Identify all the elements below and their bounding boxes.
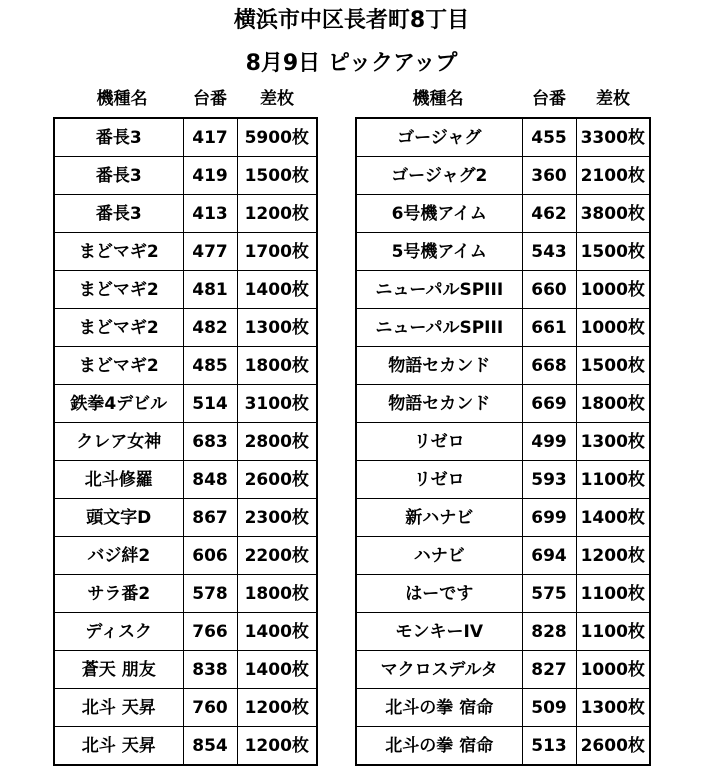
right-table-row bbox=[356, 233, 650, 271]
machine-number-cell: 606 bbox=[183, 537, 237, 575]
coin-diff-cell: 1200枚 bbox=[237, 689, 317, 727]
coin-diff-cell: 1300枚 bbox=[237, 309, 317, 347]
coin-diff-cell: 1500枚 bbox=[237, 157, 317, 195]
coin-diff-cell: 1100枚 bbox=[576, 461, 650, 499]
machine-name-cell: 6号機アイム bbox=[356, 195, 522, 233]
machine-number-cell: 413 bbox=[183, 195, 237, 233]
page-title: 横浜市中区長者町8丁目 bbox=[233, 8, 470, 33]
machine-name-cell: ニューパルSPIII bbox=[356, 309, 522, 347]
coin-diff-cell: 1800枚 bbox=[237, 347, 317, 385]
coin-diff-cell: 1500枚 bbox=[576, 347, 650, 385]
right-table-row bbox=[356, 271, 650, 309]
left-table-row bbox=[54, 727, 317, 766]
left-table-row bbox=[54, 309, 317, 347]
coin-diff-cell: 1100枚 bbox=[576, 613, 650, 651]
machine-number-cell: 827 bbox=[522, 651, 576, 689]
coin-diff-cell: 1400枚 bbox=[237, 271, 317, 309]
machine-number-cell: 509 bbox=[522, 689, 576, 727]
machine-name-cell: マクロスデルタ bbox=[356, 651, 522, 689]
left-table-row bbox=[54, 233, 317, 271]
machine-number-cell: 485 bbox=[183, 347, 237, 385]
machine-number-cell: 867 bbox=[183, 499, 237, 537]
machine-number-cell: 661 bbox=[522, 309, 576, 347]
left-table-row bbox=[54, 613, 317, 651]
left-table-row bbox=[54, 499, 317, 537]
machine-number-cell: 543 bbox=[522, 233, 576, 271]
machine-number-cell: 854 bbox=[183, 727, 237, 766]
machine-name-cell: ニューパルSPIII bbox=[356, 271, 522, 309]
machine-number-cell: 477 bbox=[183, 233, 237, 271]
machine-name-cell: 5号機アイム bbox=[356, 233, 522, 271]
left-table-row bbox=[54, 651, 317, 689]
machine-name-cell: まどマギ2 bbox=[54, 347, 183, 385]
machine-name-cell: 北斗 天昇 bbox=[54, 727, 183, 766]
left-table-row bbox=[54, 385, 317, 423]
right-table bbox=[355, 117, 651, 766]
coin-diff-cell: 2600枚 bbox=[576, 727, 650, 766]
machine-name-cell: まどマギ2 bbox=[54, 233, 183, 271]
machine-number-cell: 482 bbox=[183, 309, 237, 347]
machine-number-cell: 660 bbox=[522, 271, 576, 309]
machine-number-cell: 699 bbox=[522, 499, 576, 537]
left-table-row bbox=[54, 157, 317, 195]
right-table-row bbox=[356, 537, 650, 575]
right-header-machine: 機種名 bbox=[412, 89, 464, 109]
coin-diff-cell: 1400枚 bbox=[576, 499, 650, 537]
coin-diff-cell: 1400枚 bbox=[237, 651, 317, 689]
left-table-row bbox=[54, 461, 317, 499]
coin-diff-cell: 1000枚 bbox=[576, 309, 650, 347]
machine-name-cell: ゴージャグ2 bbox=[356, 157, 522, 195]
left-table-row bbox=[54, 347, 317, 385]
machine-name-cell: 北斗の拳 宿命 bbox=[356, 689, 522, 727]
machine-number-cell: 593 bbox=[522, 461, 576, 499]
left-header-number: 台番 bbox=[193, 89, 227, 109]
coin-diff-cell: 1300枚 bbox=[576, 689, 650, 727]
machine-number-cell: 514 bbox=[183, 385, 237, 423]
right-table-row bbox=[356, 423, 650, 461]
machine-name-cell: 新ハナビ bbox=[356, 499, 522, 537]
machine-number-cell: 668 bbox=[522, 347, 576, 385]
machine-number-cell: 828 bbox=[522, 613, 576, 651]
left-table-row bbox=[54, 271, 317, 309]
left-table-row bbox=[54, 195, 317, 233]
machine-name-cell: バジ絆2 bbox=[54, 537, 183, 575]
machine-name-cell: ディスク bbox=[54, 613, 183, 651]
right-table-row bbox=[356, 347, 650, 385]
right-table-row bbox=[356, 195, 650, 233]
coin-diff-cell: 1300枚 bbox=[576, 423, 650, 461]
machine-name-cell: 北斗 天昇 bbox=[54, 689, 183, 727]
right-header-diff: 差枚 bbox=[596, 89, 630, 109]
machine-number-cell: 455 bbox=[522, 118, 576, 157]
machine-name-cell: 番長3 bbox=[54, 118, 183, 157]
machine-name-cell: 番長3 bbox=[54, 195, 183, 233]
machine-name-cell: まどマギ2 bbox=[54, 271, 183, 309]
machine-number-cell: 360 bbox=[522, 157, 576, 195]
machine-number-cell: 417 bbox=[183, 118, 237, 157]
coin-diff-cell: 1200枚 bbox=[237, 727, 317, 766]
right-table-row bbox=[356, 118, 650, 157]
coin-diff-cell: 1000枚 bbox=[576, 651, 650, 689]
coin-diff-cell: 3300枚 bbox=[576, 118, 650, 157]
coin-diff-cell: 1100枚 bbox=[576, 575, 650, 613]
coin-diff-cell: 2800枚 bbox=[237, 423, 317, 461]
right-table-row bbox=[356, 461, 650, 499]
machine-name-cell: リゼロ bbox=[356, 423, 522, 461]
machine-name-cell: 番長3 bbox=[54, 157, 183, 195]
machine-name-cell: はーです bbox=[356, 575, 522, 613]
machine-name-cell: クレア女神 bbox=[54, 423, 183, 461]
machine-name-cell: リゼロ bbox=[356, 461, 522, 499]
machine-number-cell: 766 bbox=[183, 613, 237, 651]
machine-name-cell: 物語セカンド bbox=[356, 347, 522, 385]
left-header-diff: 差枚 bbox=[260, 89, 294, 109]
left-table-row bbox=[54, 118, 317, 157]
machine-name-cell: 北斗の拳 宿命 bbox=[356, 727, 522, 766]
right-table-row bbox=[356, 651, 650, 689]
right-table-row bbox=[356, 689, 650, 727]
machine-number-cell: 848 bbox=[183, 461, 237, 499]
coin-diff-cell: 1200枚 bbox=[576, 537, 650, 575]
right-table-row bbox=[356, 309, 650, 347]
machine-number-cell: 575 bbox=[522, 575, 576, 613]
machine-number-cell: 462 bbox=[522, 195, 576, 233]
machine-name-cell: モンキーIV bbox=[356, 613, 522, 651]
coin-diff-cell: 2100枚 bbox=[576, 157, 650, 195]
left-table bbox=[53, 117, 318, 766]
right-table-row bbox=[356, 499, 650, 537]
right-table-row bbox=[356, 157, 650, 195]
machine-number-cell: 513 bbox=[522, 727, 576, 766]
machine-name-cell: 北斗修羅 bbox=[54, 461, 183, 499]
machine-number-cell: 419 bbox=[183, 157, 237, 195]
machine-number-cell: 669 bbox=[522, 385, 576, 423]
page-subtitle: 8月9日 ピックアップ bbox=[245, 51, 458, 76]
machine-number-cell: 578 bbox=[183, 575, 237, 613]
coin-diff-cell: 1000枚 bbox=[576, 271, 650, 309]
coin-diff-cell: 1500枚 bbox=[576, 233, 650, 271]
right-table-row bbox=[356, 385, 650, 423]
coin-diff-cell: 1200枚 bbox=[237, 195, 317, 233]
machine-name-cell: サラ番2 bbox=[54, 575, 183, 613]
left-header-machine: 機種名 bbox=[96, 89, 148, 109]
machine-name-cell: 物語セカンド bbox=[356, 385, 522, 423]
machine-name-cell: 鉄拳4デビル bbox=[54, 385, 183, 423]
coin-diff-cell: 2300枚 bbox=[237, 499, 317, 537]
machine-number-cell: 481 bbox=[183, 271, 237, 309]
machine-name-cell: ハナビ bbox=[356, 537, 522, 575]
left-table-row bbox=[54, 689, 317, 727]
machine-number-cell: 838 bbox=[183, 651, 237, 689]
machine-name-cell: 蒼天 朋友 bbox=[54, 651, 183, 689]
coin-diff-cell: 1700枚 bbox=[237, 233, 317, 271]
machine-number-cell: 694 bbox=[522, 537, 576, 575]
machine-name-cell: ゴージャグ bbox=[356, 118, 522, 157]
left-table-row bbox=[54, 537, 317, 575]
coin-diff-cell: 1400枚 bbox=[237, 613, 317, 651]
coin-diff-cell: 2200枚 bbox=[237, 537, 317, 575]
machine-number-cell: 683 bbox=[183, 423, 237, 461]
coin-diff-cell: 2600枚 bbox=[237, 461, 317, 499]
left-table-row bbox=[54, 423, 317, 461]
machine-number-cell: 499 bbox=[522, 423, 576, 461]
machine-name-cell: 頭文字D bbox=[54, 499, 183, 537]
left-table-row bbox=[54, 575, 317, 613]
coin-diff-cell: 1800枚 bbox=[237, 575, 317, 613]
machine-number-cell: 760 bbox=[183, 689, 237, 727]
right-header-number: 台番 bbox=[532, 89, 566, 109]
right-table-row bbox=[356, 575, 650, 613]
machine-name-cell: まどマギ2 bbox=[54, 309, 183, 347]
right-table-row bbox=[356, 727, 650, 766]
coin-diff-cell: 1800枚 bbox=[576, 385, 650, 423]
coin-diff-cell: 3100枚 bbox=[237, 385, 317, 423]
coin-diff-cell: 3800枚 bbox=[576, 195, 650, 233]
coin-diff-cell: 5900枚 bbox=[237, 118, 317, 157]
right-table-row bbox=[356, 613, 650, 651]
